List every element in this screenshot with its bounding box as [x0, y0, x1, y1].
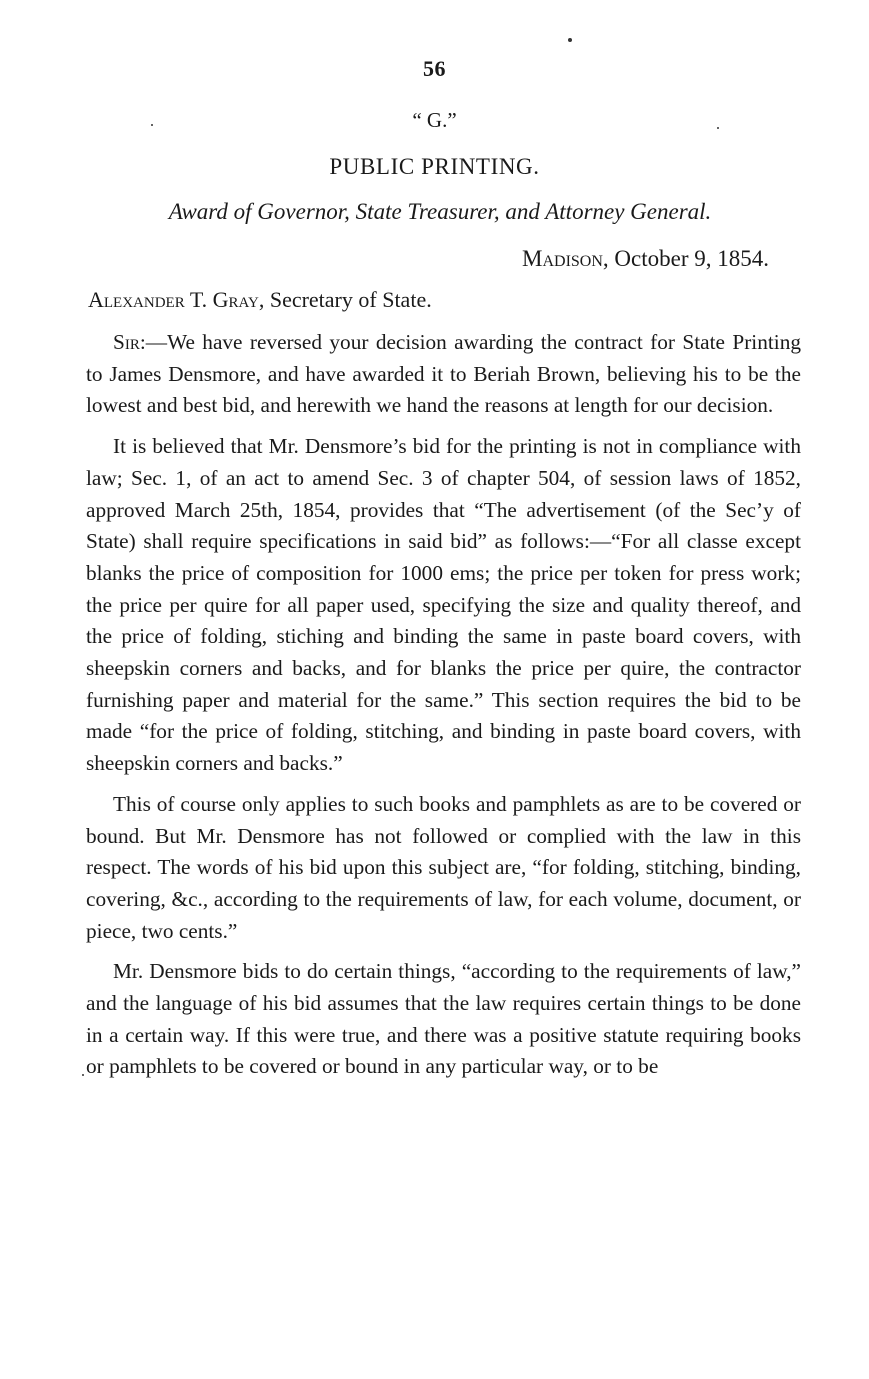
- salutation-word: Sir:: [113, 330, 146, 354]
- letter-body: [86, 327, 801, 1092]
- dateline-place: Madison,: [522, 246, 609, 271]
- addressee-name: Alexander: [88, 287, 185, 312]
- print-speck: [568, 38, 572, 42]
- paragraph-1-text: —We have reversed your decision awarding the contract for State Printing to James Densmore, and have awarded it to Beriah Brown, believing his to be the lowest and best bid, and herewith we hand the reasons at length for our decision.: [86, 330, 801, 418]
- addressee-line: [88, 287, 432, 313]
- addressee-initial: T.: [184, 287, 213, 312]
- dateline: [522, 246, 769, 272]
- print-speck: [151, 124, 153, 126]
- addressee-surname: Gray,: [212, 287, 265, 312]
- paragraph-3: This of course only applies to such books and pamphlets as are to be covered or bound. But Mr. Densmore has not followed or complied with the law in this respect. The words of his bid upon this subject are, “for folding, stitching, binding, covering, &c., according to the requirements of law, for each volume, document, or piece, two cents.”: [86, 791, 801, 943]
- addressee-title: Secretary of State.: [264, 287, 432, 312]
- document-subtitle: Award of Governor, State Treasurer, and Attorney General.: [168, 199, 712, 224]
- paragraph-1: [86, 327, 801, 422]
- document-title: PUBLIC PRINTING.: [329, 154, 540, 179]
- dateline-date: October 9, 1854.: [608, 246, 769, 271]
- print-speck: [717, 127, 719, 129]
- page-number: 56: [423, 56, 446, 81]
- paragraph-4: Mr. Densmore bids to do certain things, “according to the requirements of law,” and the language of his bid assumes that the law requires certain things to be done in a certain way. If this were true, and there was a positive statute requiring books or pamphlets to be covered or bound in any particular way, or to be: [86, 959, 801, 1079]
- appendix-label: “ G.”: [412, 108, 457, 132]
- print-speck: [82, 1074, 84, 1076]
- paragraph-2: It is believed that Mr. Densmore’s bid for the printing is not in compliance with law; Sec. 1, of an act to amend Sec. 3 of chapter 504, of session laws of 1852, approved March 25th, 1854, provides that “The advertisement (of the Sec’y of State) shall require specifications in said bid” as follows:—“For all classe except blanks the price of composition for 1000 ems; the price per token for press work; the price per quire for all paper used, specifying the size and quality thereof, and the price of folding, stiching and binding the same in paste board covers, with sheepskin corners and backs, and for blanks the price per quire, the contractor furnishing paper and material for the same.” This section requires the bid to be made “for the price of folding, stitching, and binding in paste board covers, with sheepskin corners and backs.”: [86, 434, 801, 776]
